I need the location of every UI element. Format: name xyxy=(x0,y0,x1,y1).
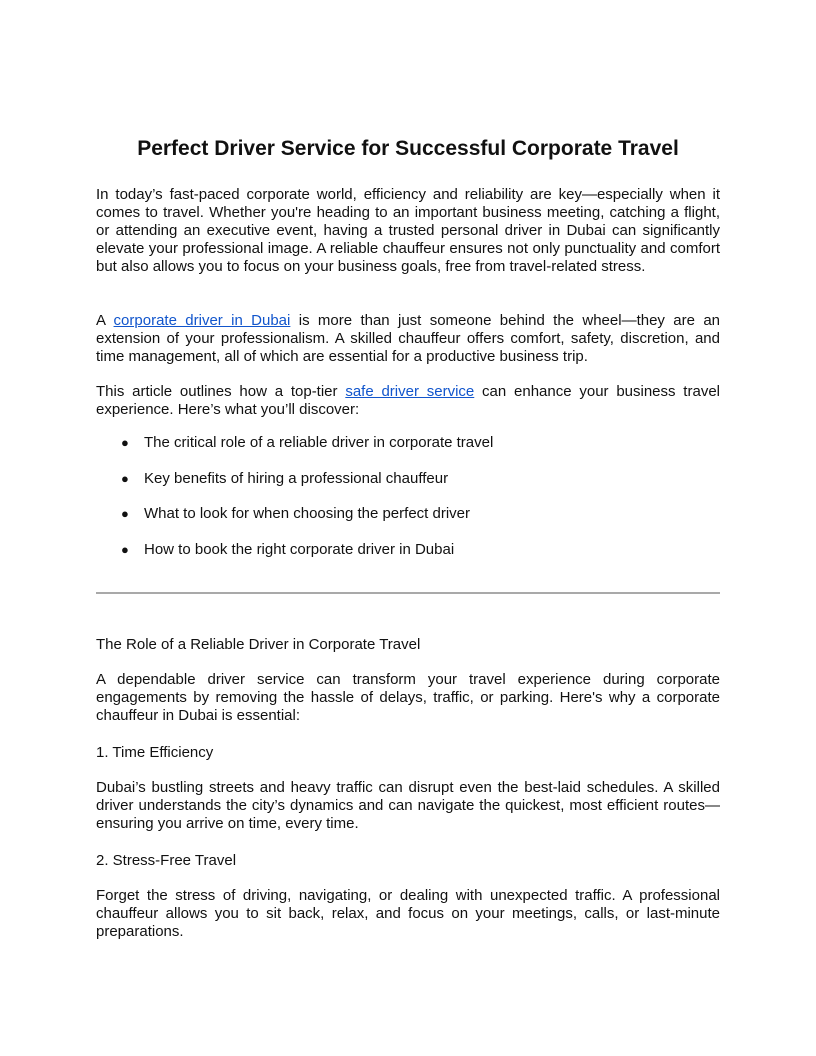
list-item-text: The critical role of a reliable driver in corporate travel xyxy=(144,434,494,451)
safe-driver-service-link[interactable]: safe driver service xyxy=(345,383,475,400)
list-item xyxy=(96,541,720,577)
intro-paragraph-1: In today’s fast-paced corporate world, efficiency and reliability are key—especially when it comes to travel. Whether you're heading to an important business meeting, catching a flight, or attending an executive event, having a trusted personal driver in Dubai can significantly elevate your professional image. A reliable chauffeur ensures not only punctuality and comfort but also allows you to focus on your business goals, free from travel-related stress. xyxy=(96,186,720,275)
horizontal-divider xyxy=(96,592,720,594)
page-title: Perfect Driver Service for Successful Corporate Travel xyxy=(137,137,679,160)
list-item xyxy=(96,470,720,506)
list-item xyxy=(96,505,720,541)
subsection-body-stress-free-travel: Forget the stress of driving, navigating, or dealing with unexpected traffic. A professional chauffeur allows you to sit back, relax, and focus on your meetings, calls, or last-minute preparations. xyxy=(96,887,720,940)
intro-paragraph-3 xyxy=(96,383,720,419)
intro-paragraph-3-text-before: This article outlines how a top-tier xyxy=(96,383,346,400)
list-item-text: Key benefits of hiring a professional chauffeur xyxy=(144,469,449,487)
section-intro-paragraph: A dependable driver service can transform your travel experience during corporate engagements by removing the hassle of delays, traffic, or parking. Here's why a corporate chauffeur in Dubai is essential: xyxy=(96,671,720,724)
bullet-icon: ● xyxy=(121,541,129,557)
intro-paragraph-3-text-after: can enhance your business travel experience. Here’s what you’ll discover: xyxy=(96,383,720,418)
subsection-heading-stress-free-travel: 2. Stress-Free Travel xyxy=(96,852,237,869)
bullet-icon: ● xyxy=(121,470,129,486)
topics-list xyxy=(96,434,720,576)
subsection-heading-time-efficiency: 1. Time Efficiency xyxy=(96,744,214,761)
subsection-body-time-efficiency: Dubai’s bustling streets and heavy traffic can disrupt even the best-laid schedules. A skilled driver understands the city’s dynamics and can navigate the quickest, most efficient routes—ensuring you arrive on time, every time. xyxy=(96,779,720,832)
corporate-driver-link[interactable]: corporate driver in Dubai xyxy=(113,312,291,329)
bullet-icon: ● xyxy=(121,506,129,521)
bullet-icon: ● xyxy=(121,435,129,450)
section-heading: The Role of a Reliable Driver in Corporate Travel xyxy=(96,636,421,653)
list-item-text: How to book the right corporate driver in Dubai xyxy=(144,540,455,558)
intro-paragraph-2 xyxy=(96,312,720,366)
intro-paragraph-2-text-after: is more than just someone behind the wheel—they are an extension of your professionalism. A skilled chauffeur offers comfort, safety, discretion, and time management, all of which are essential for a productive business trip. xyxy=(96,312,721,365)
intro-paragraph-2-text-before: A xyxy=(96,312,114,329)
list-item-text: What to look for when choosing the perfect driver xyxy=(144,505,471,522)
list-item xyxy=(96,434,720,470)
